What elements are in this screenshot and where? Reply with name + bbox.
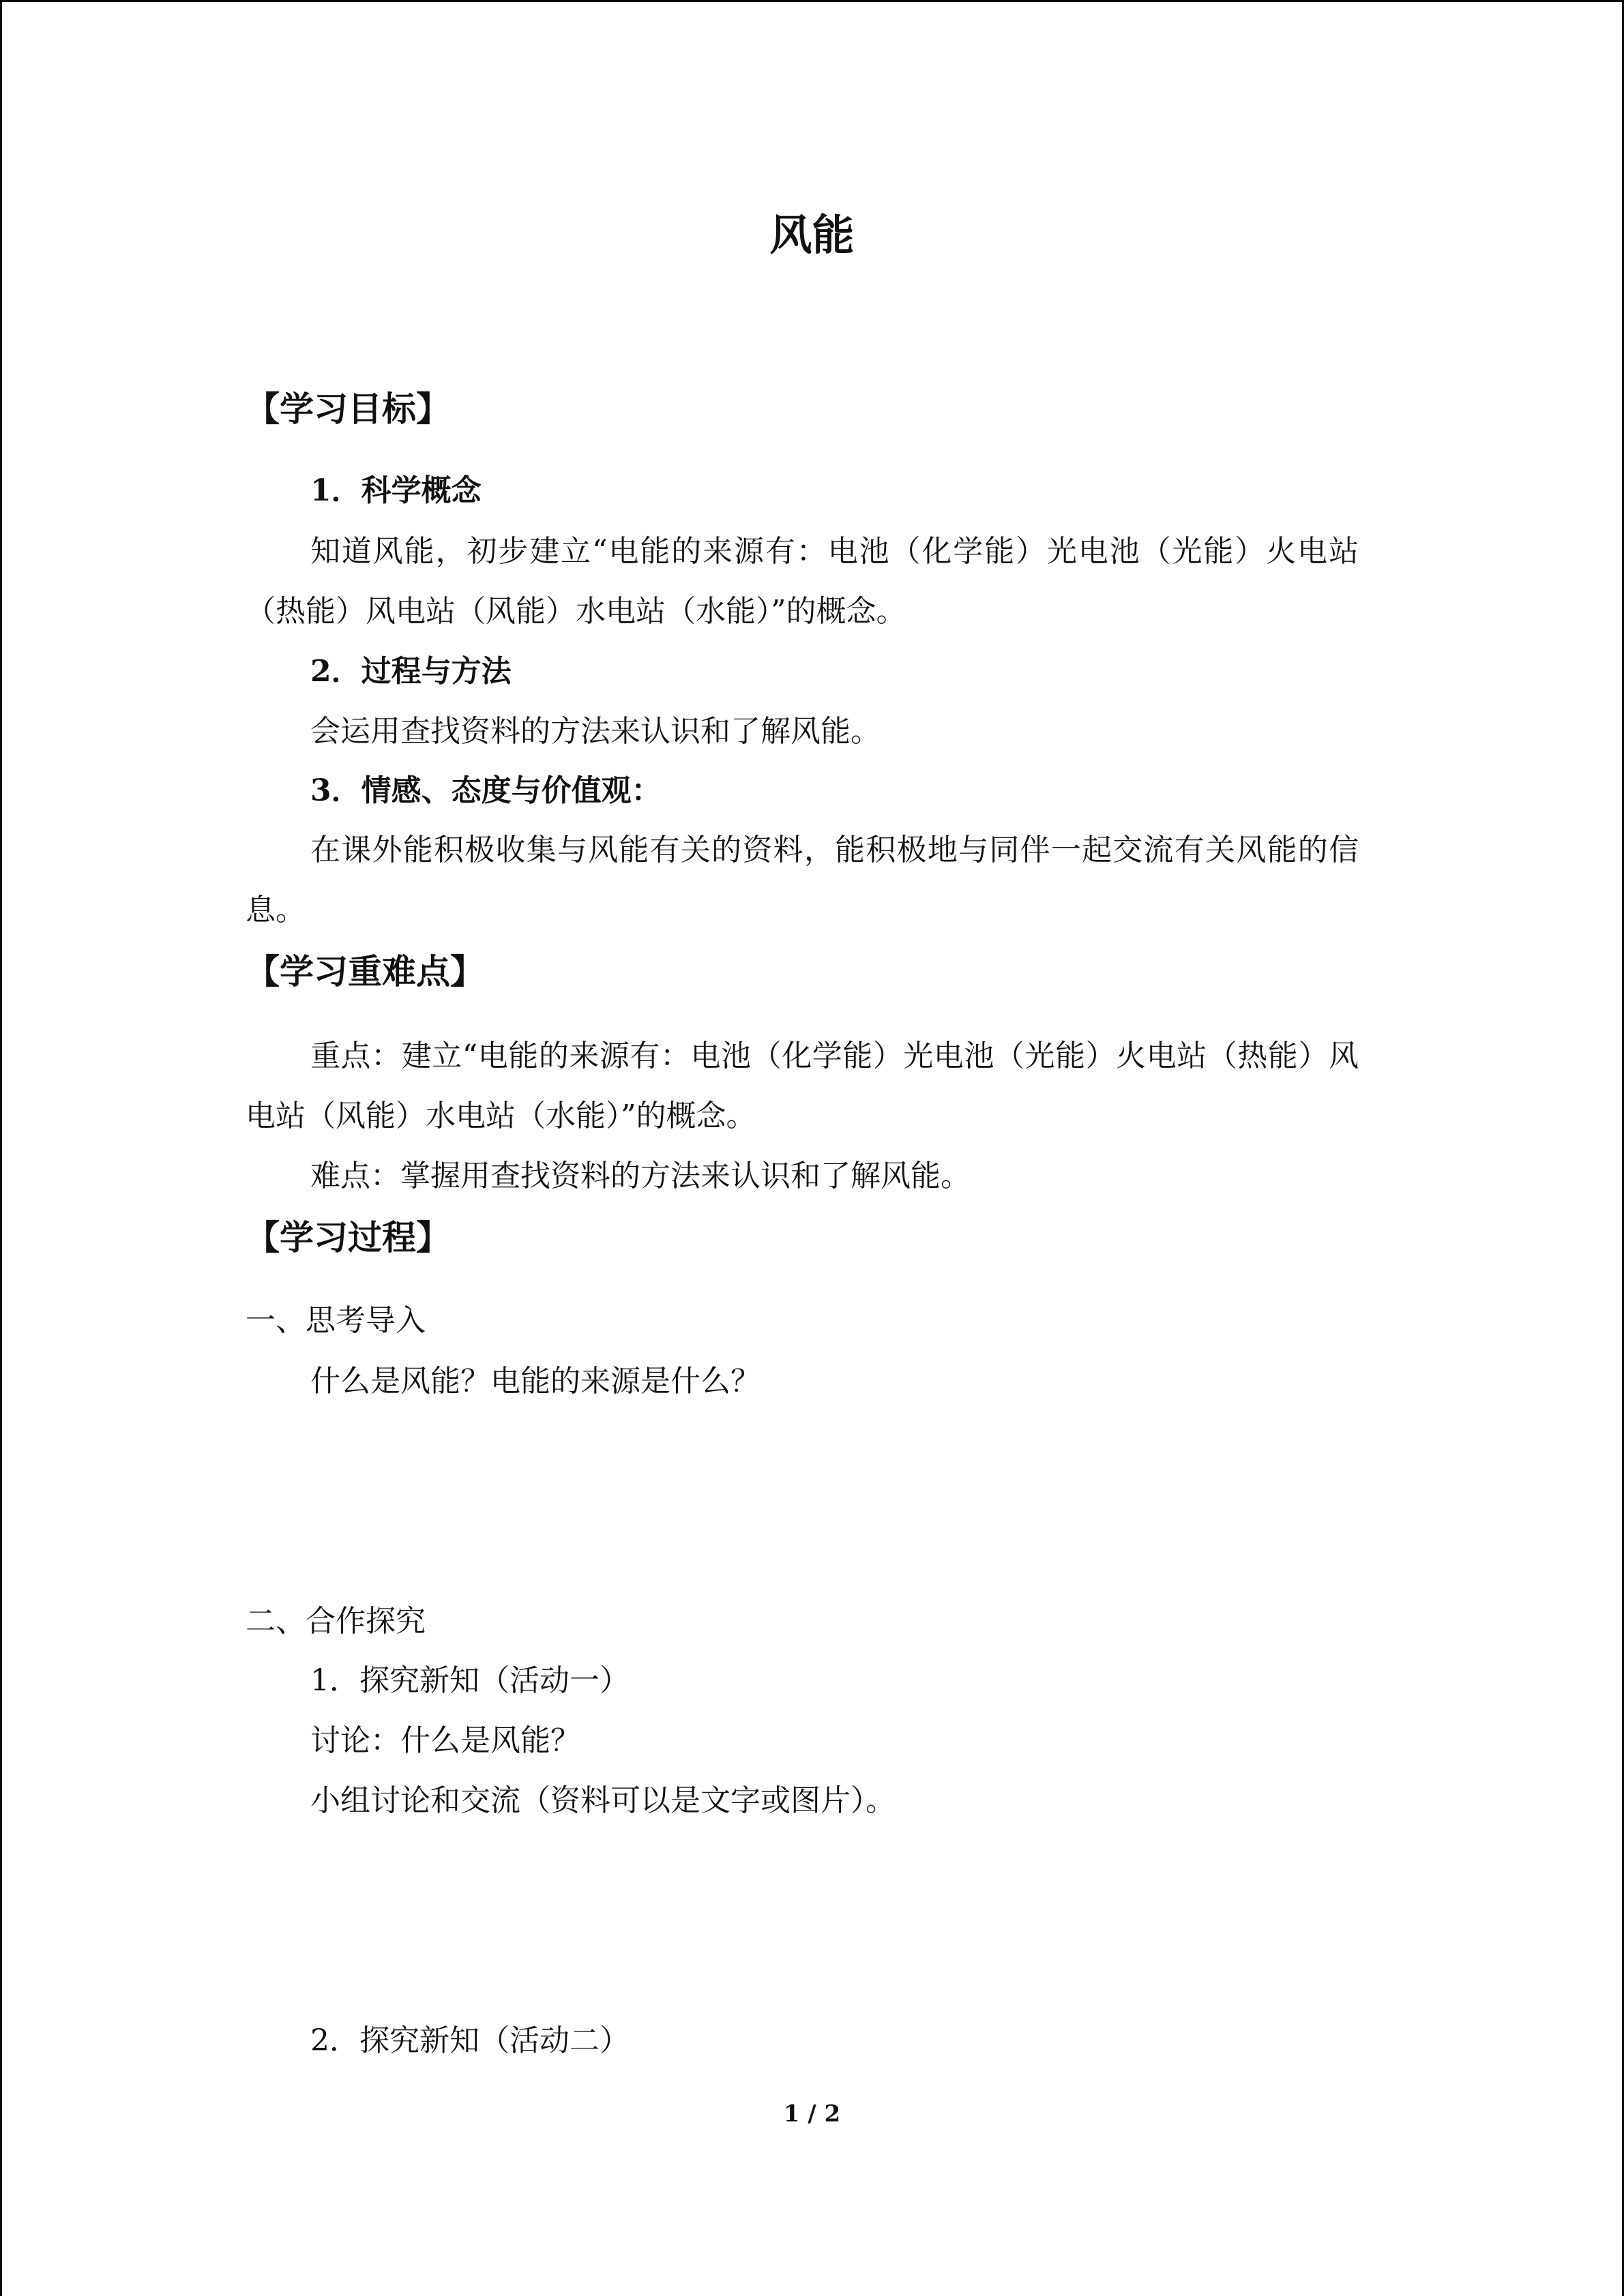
goal-3-title bbox=[310, 771, 662, 811]
goal-1-title bbox=[310, 471, 482, 511]
activity-1-title: 1．探究新知（活动一） bbox=[310, 1663, 630, 1698]
goal-1-number: 1． bbox=[310, 473, 361, 508]
goal-2-label: 过程与方法 bbox=[361, 654, 512, 689]
goal-1-label: 科学概念 bbox=[361, 473, 482, 508]
goal-3-number: 3． bbox=[310, 773, 361, 808]
activity-1-group: 小组讨论和交流（资料可以是文字或图片）。 bbox=[310, 1783, 896, 1818]
goal-2-text: 会运用查找资料的方法来认识和了解风能。 bbox=[310, 714, 881, 749]
part-2-title: 二、合作探究 bbox=[246, 1604, 426, 1639]
part-1-question: 什么是风能？电能的来源是什么？ bbox=[310, 1364, 761, 1399]
goal-3-text: 在课外能积极收集与风能有关的资料，能积极地与同伴一起交流有关风能的信息。 bbox=[246, 833, 1359, 927]
goal-2-title bbox=[310, 651, 512, 692]
goal-2-number: 2． bbox=[310, 654, 361, 689]
page-left-border bbox=[0, 0, 2, 2296]
activity-1-discussion: 讨论：什么是风能？ bbox=[310, 1723, 580, 1758]
key-point-text: 重点：建立“电能的来源有：电池（化学能）光电池（光能）火电站（热能）风电站（风能）水电站（水能）”的概念。 bbox=[246, 1039, 1359, 1133]
difficulty-text: 难点：掌握用查找资料的方法来认识和了解风能。 bbox=[310, 1159, 971, 1193]
page-top-border bbox=[0, 0, 1624, 2]
heading-learning-process: 【学习过程】 bbox=[246, 1218, 450, 1257]
goal-1-text: 知道风能，初步建立“电能的来源有：电池（化学能）光电池（光能）火电站（热能）风电站（风能）水电站（水能）”的概念。 bbox=[246, 534, 1359, 629]
document-title: 风能 bbox=[769, 210, 855, 260]
activity-2-title: 2．探究新知（活动二） bbox=[310, 2023, 630, 2058]
heading-learning-goals: 【学习目标】 bbox=[246, 389, 450, 429]
part-1-title: 一、思考导入 bbox=[246, 1303, 426, 1338]
heading-key-points: 【学习重难点】 bbox=[246, 952, 484, 992]
page-number: 1 / 2 bbox=[783, 2100, 841, 2128]
goal-3-label: 情感、态度与价值观： bbox=[361, 773, 662, 808]
